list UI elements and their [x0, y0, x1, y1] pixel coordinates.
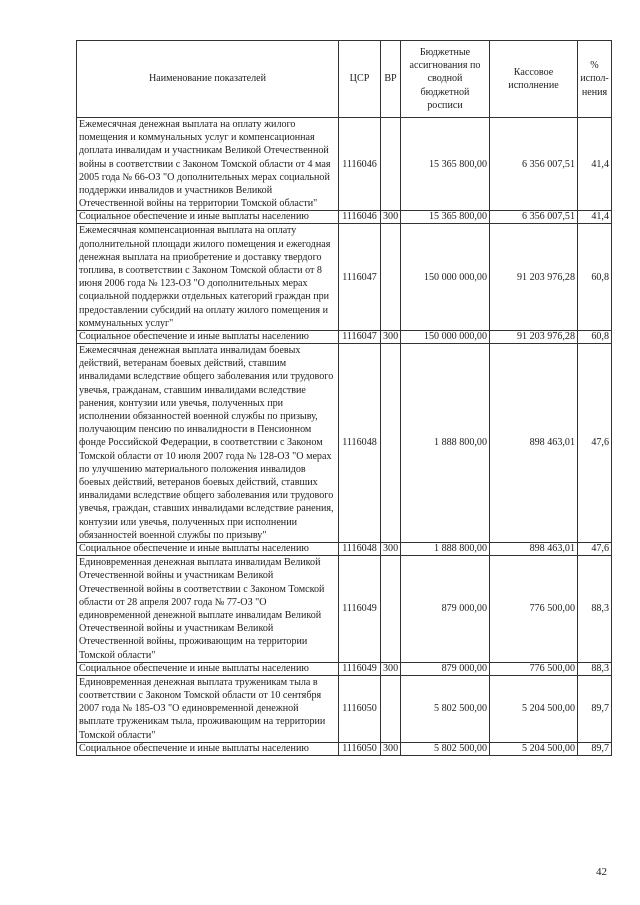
table-row: [77, 211, 612, 224]
row-name: Ежемесячная денежная выплата на оплату жилого помещения и коммунальных услуг и компенсационная доплата инвалидам и участникам Великой Отечественной войны в соответствии с Законом Томской области от 4 мая 2005 года № 66-ОЗ "О дополнительных мерах социальной поддержки инвалидов и участников Великой Отечественной войны на территории Томской области": [77, 118, 339, 211]
row-vr: 300: [381, 543, 401, 556]
row-csr: 1116046: [339, 211, 381, 224]
row-vr: 300: [381, 742, 401, 755]
row-percent: 41,4: [578, 118, 612, 211]
row-name: Ежемесячная денежная выплата инвалидам боевых действий, ветеранам боевых действий, ставшим инвалидами вследствие общего заболевания или трудового увечья, гражданам, ставшим инвалидами вследствие ранения, контузии или увечья, полученных при исполнении обязанностей военной службы по призыву, получающим пенсию по инвалидности в Пенсионном фонде Российской Федерации, в соответствии с Законом Томской области от 10 июля 2007 года № 128-ОЗ "О мерах по улучшению материального положения инвалидов боевых действий, ветеранов боевых действий, ставших инвалидами вследствие общего заболевания или трудового увечья, граждан, ставших инвалидами вследствие ранения, контузии или увечья, полученных при исполнении обязанностей военной службы по призыву": [77, 344, 339, 543]
table-row: [77, 118, 612, 211]
row-vr: 300: [381, 331, 401, 344]
row-csr: 1116048: [339, 344, 381, 543]
row-plan: 5 802 500,00: [401, 742, 490, 755]
row-percent: 88,3: [578, 556, 612, 663]
row-name: Единовременная денежная выплата инвалидам Великой Отечественной войны и участникам Великой Отечественной войны в соответствии с Законом Томской области от 28 апреля 2007 года № 77-ОЗ "О единовременной денежной выплате инвалидам Великой Отечественной войны и участникам Великой Отечественной войны, проживающим на территории Томской области": [77, 556, 339, 663]
budget-execution-table: [76, 40, 612, 756]
row-percent: 88,3: [578, 662, 612, 675]
row-percent: 89,7: [578, 675, 612, 742]
row-csr: 1116047: [339, 224, 381, 331]
row-vr: [381, 675, 401, 742]
row-plan: 879 000,00: [401, 662, 490, 675]
row-name: Единовременная денежная выплата труженикам тыла в соответствии с Законом Томской области от 10 сентября 2007 года № 185-ОЗ "О единовременной денежной выплате труженикам тыла, проживающим на территории Томской области": [77, 675, 339, 742]
row-fact: 5 204 500,00: [490, 742, 578, 755]
row-vr: 300: [381, 211, 401, 224]
row-fact: 898 463,01: [490, 543, 578, 556]
row-name: Социальное обеспечение и иные выплаты населению: [77, 331, 339, 344]
row-plan: 150 000 000,00: [401, 224, 490, 331]
row-csr: 1116049: [339, 556, 381, 663]
row-fact: 5 204 500,00: [490, 675, 578, 742]
row-fact: 776 500,00: [490, 556, 578, 663]
table-row: [77, 742, 612, 755]
row-name: Социальное обеспечение и иные выплаты населению: [77, 211, 339, 224]
table-row: [77, 662, 612, 675]
page-number: 42: [596, 866, 607, 878]
row-fact: 898 463,01: [490, 344, 578, 543]
row-vr: [381, 344, 401, 543]
row-fact: 91 203 976,28: [490, 224, 578, 331]
row-csr: 1116046: [339, 118, 381, 211]
header-vr: ВР: [381, 41, 401, 118]
row-percent: 60,8: [578, 331, 612, 344]
row-fact: 6 356 007,51: [490, 211, 578, 224]
header-csr: ЦСР: [339, 41, 381, 118]
row-percent: 89,7: [578, 742, 612, 755]
table-row: [77, 344, 612, 543]
table-row: [77, 675, 612, 742]
header-name: Наименование показателей: [77, 41, 339, 118]
table-row: [77, 224, 612, 331]
row-csr: 1116050: [339, 675, 381, 742]
header-fact: Кассовое исполнение: [490, 41, 578, 118]
row-fact: 6 356 007,51: [490, 118, 578, 211]
row-vr: [381, 118, 401, 211]
row-vr: [381, 224, 401, 331]
row-fact: 91 203 976,28: [490, 331, 578, 344]
row-name: Социальное обеспечение и иные выплаты населению: [77, 742, 339, 755]
row-name: Социальное обеспечение и иные выплаты населению: [77, 662, 339, 675]
row-csr: 1116050: [339, 742, 381, 755]
row-fact: 776 500,00: [490, 662, 578, 675]
row-name: Ежемесячная компенсационная выплата на оплату дополнительной площади жилого помещения и ежегодная денежная выплата на приобретение и доставку твердого топлива, в соответствии с Законом Томской области от 8 июня 2006 года № 123-ОЗ "О дополнительных мерах социальной поддержки отдельных категорий граждан при предоставлении субсидий на оплату жилого помещения и коммунальных услуг": [77, 224, 339, 331]
row-plan: 15 365 800,00: [401, 211, 490, 224]
row-csr: 1116049: [339, 662, 381, 675]
row-plan: 15 365 800,00: [401, 118, 490, 211]
row-percent: 47,6: [578, 543, 612, 556]
header-plan: Бюджетные ассигнования по сводной бюджетной росписи: [401, 41, 490, 118]
row-vr: 300: [381, 662, 401, 675]
header-percent: % испол-нения: [578, 41, 612, 118]
row-name: Социальное обеспечение и иные выплаты населению: [77, 543, 339, 556]
row-plan: 879 000,00: [401, 556, 490, 663]
table-row: [77, 543, 612, 556]
table-row: [77, 556, 612, 663]
row-plan: 150 000 000,00: [401, 331, 490, 344]
row-percent: 60,8: [578, 224, 612, 331]
row-plan: 1 888 800,00: [401, 344, 490, 543]
row-csr: 1116048: [339, 543, 381, 556]
row-percent: 47,6: [578, 344, 612, 543]
row-csr: 1116047: [339, 331, 381, 344]
table-row: [77, 331, 612, 344]
row-plan: 1 888 800,00: [401, 543, 490, 556]
row-vr: [381, 556, 401, 663]
row-percent: 41,4: [578, 211, 612, 224]
table-header-row: [77, 41, 612, 118]
row-plan: 5 802 500,00: [401, 675, 490, 742]
